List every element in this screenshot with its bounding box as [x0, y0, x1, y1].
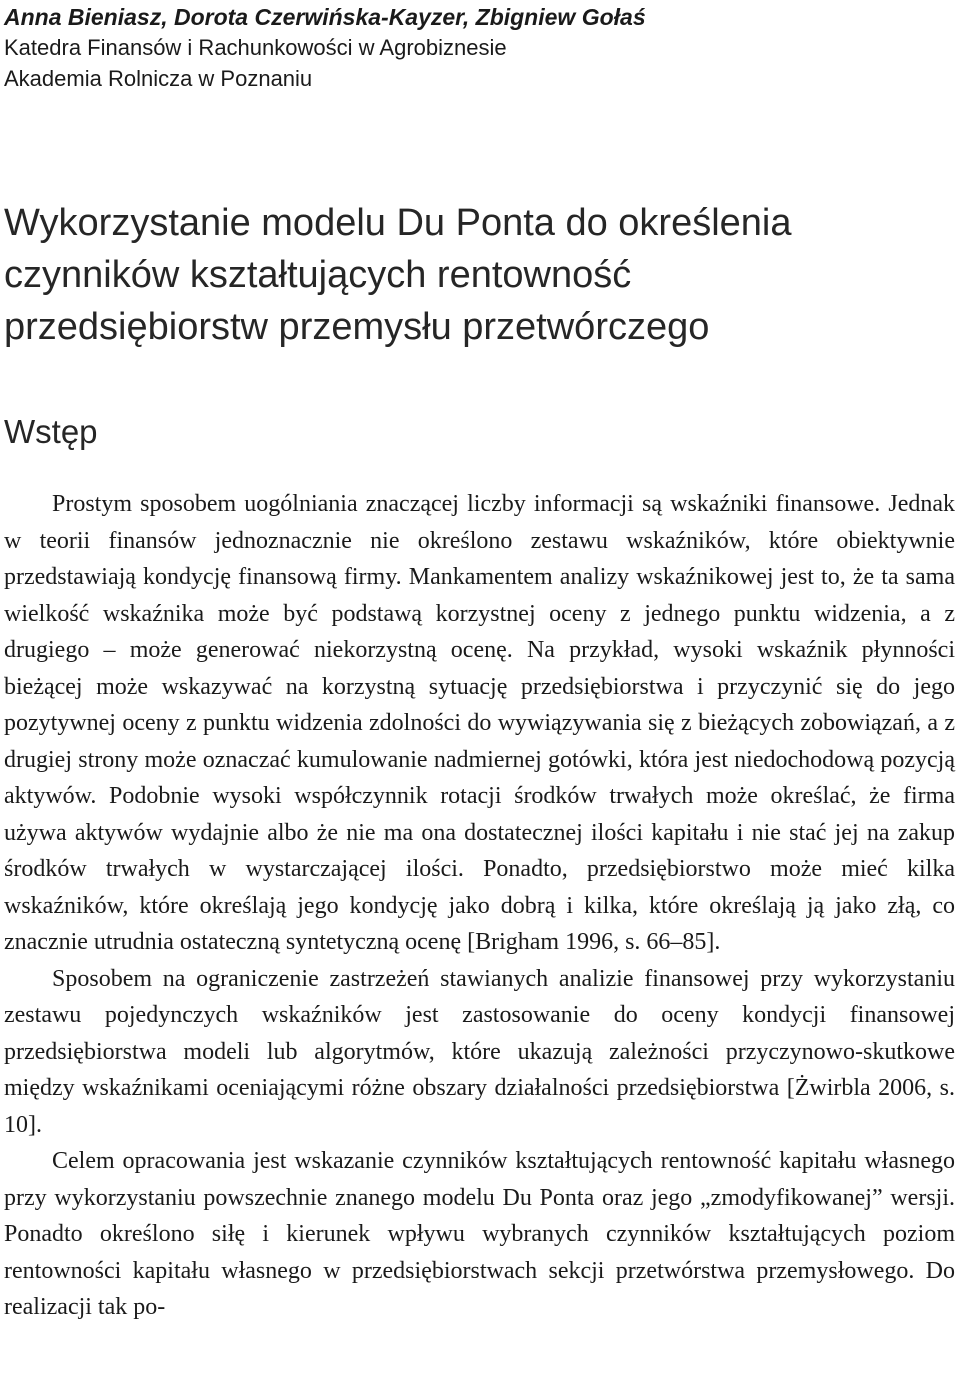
- paragraph-3: Celem opracowania jest wskazanie czynników kształtujących rentowność kapitału własnego przy wykorzystaniu powszechnie znanego modelu Du Ponta oraz jego „zmodyfikowanej” wersji. Ponadto określono siłę i kierunek wpływu wybranych czynników kształtujących poziom rentowności kapitału własnego w przedsiębiorstwach sekcji przetwórstwa przemysłowego. Do realizacji tak po-: [4, 1148, 955, 1320]
- section-heading: Wstęp: [4, 413, 98, 450]
- department: Katedra Finansów i Rachunkowości w Agrobiznesie: [4, 35, 507, 60]
- title-line-2: czynników kształtujących rentowność: [4, 254, 632, 296]
- body-text: [4, 486, 955, 1326]
- paragraph-1: Prostym sposobem uogólniania znaczącej liczby informacji są wskaźniki finansowe. Jednak w teorii finansów jednoznacznie nie określono zestawu wskaźników, które obiektywnie przedstawiają kondycję finansową firmy. Mankamentem analizy wskaźnikowej jest to, że ta sama wielkość wskaźnika może być podstawą korzystnej oceny z jednego punktu widzenia, a z drugiego – może generować niekorzystną ocenę. Na przykład, wysoki wskaźnik płynności bieżącej może wskazywać na korzystną sytuację przedsiębiorstwa i przyczynić się do jego pozytywnej oceny z punktu widzenia zdolności do wywiązywania się z bieżących zobowiązań, a z drugiej strony może oznaczać kumulowanie nadmiernej gotówki, która jest niedochodową pozycją aktywów. Podobnie wysoki współczynnik rotacji środków trwałych może określać, że firma używa aktywów wydajnie albo że nie ma ona dostatecznej ilości kapitału i nie stać jej na zakup środków trwałych w wystarczającej ilości. Ponadto, przedsiębiorstwo może mieć kilka wskaźników, które określają jego kondycję jako dobrą i kilka, które określają ją jako złą, co znacznie utrudnia ostateczną syntetyczną ocenę [Brigham 1996, s. 66–85].: [4, 491, 955, 955]
- title-line-1: Wykorzystanie modelu Du Ponta do określenia: [4, 202, 792, 244]
- paper-header: [4, 0, 954, 94]
- title-line-3: przedsiębiorstw przemysłu przetwórczego: [4, 306, 710, 348]
- paragraph-2: Sposobem na ograniczenie zastrzeżeń stawianych analizie finansowej przy wykorzystaniu zestawu pojedynczych wskaźników jest zastosowanie do oceny kondycji finansowej przedsiębiorstwa modeli lub algorytmów, które ukazują zależności przyczynowo-skutkowe między wskaźnikami oceniającymi różne obszary działalności przedsiębiorstwa [Żwirbla 2006, s. 10].: [4, 965, 955, 1138]
- university: Akademia Rolnicza w Poznaniu: [4, 66, 313, 91]
- paper-title: [4, 197, 954, 353]
- authors: Anna Bieniasz, Dorota Czerwińska-Kayzer, Zbigniew Gołaś: [4, 4, 646, 30]
